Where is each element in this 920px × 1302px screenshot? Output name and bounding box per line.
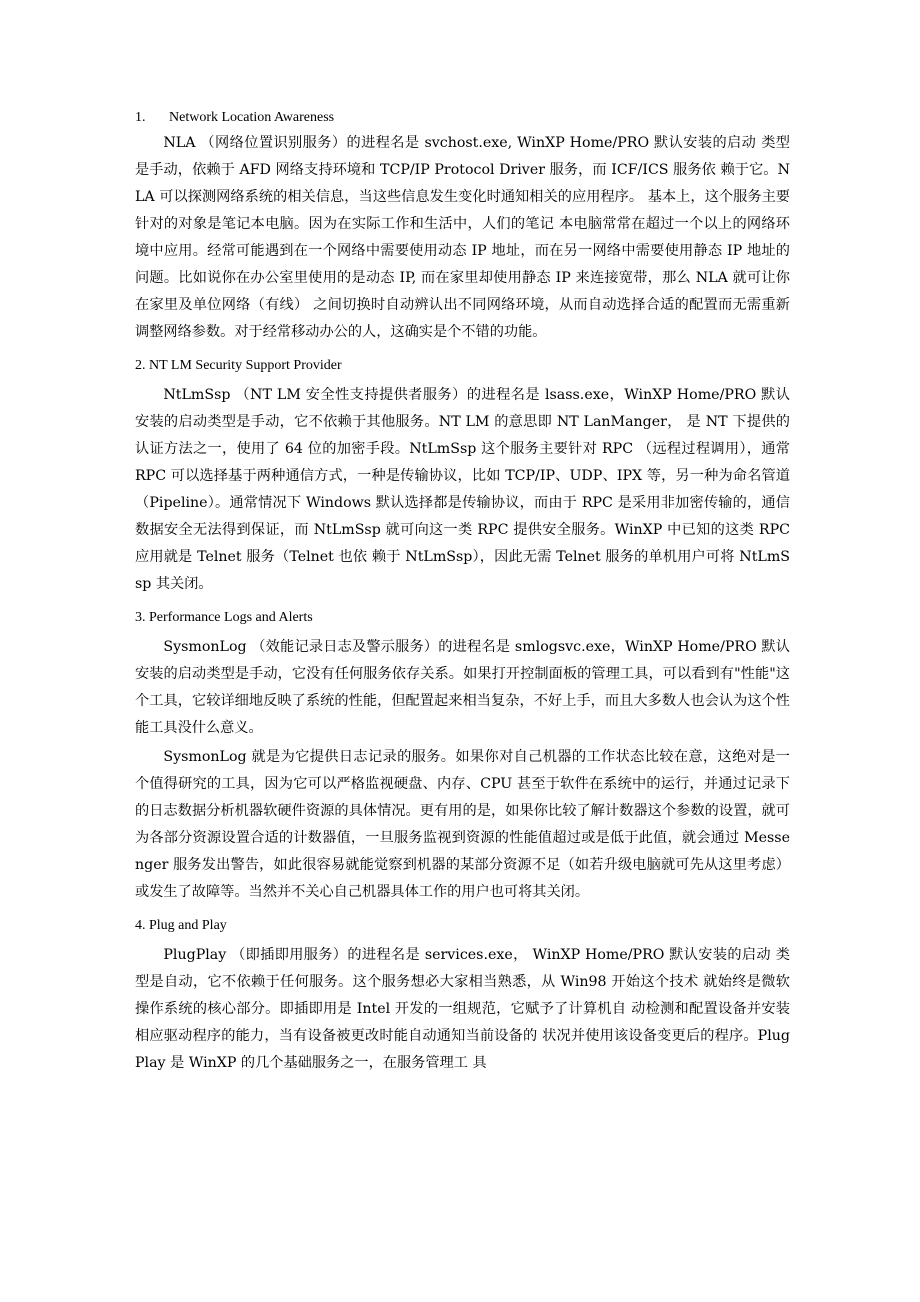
section-heading-2 xyxy=(135,356,790,376)
section-number: 2. xyxy=(135,358,146,373)
section-4-paragraph-1: PlugPlay （即插即用服务）的进程名是 services.exe， WinXP Home/PRO 默认安装的启动 类型是自动，它不依赖于任何服务。这个服务想必大家相当熟悉，从 Win98 开始这个技术 就始终是微软操作系统的核心部分。即插即用是 Intel 开发的一组规范，它赋予了计算机自 动检测和配置设备并安装相应驱动程序的能力，当有设备被更改时能自动通知当前设备的 状况并使用该设备变更后的程序。PlugPlay 是 WinXP 的几个基础服务之一，在服务管理工 具 xyxy=(135,947,790,1071)
section-heading-4 xyxy=(135,916,790,936)
section-title: NT LM Security Support Provider xyxy=(149,358,342,373)
section-number: 1. xyxy=(135,110,146,125)
section-3-paragraph-1: SysmonLog （效能记录日志及警示服务）的进程名是 smlogsvc.exe，WinXP Home/PRO 默认安装的启动类型是手动，它没有任何服务依存关系。如果打开控制面板的管理工具，可以看到有"性能"这个工具，它较详细地反映了系统的性能，但配置起来相当复杂，不好上手，而且大多数人也会认为这个性能工具没什么意义。 xyxy=(135,639,790,736)
section-1-paragraph-1: NLA （网络位置识别服务）的进程名是 svchost.exe, WinXP Home/PRO 默认安装的启动 类型是手动，依赖于 AFD 网络支持环境和 TCP/IP Protocol Driver 服务，而 ICF/ICS 服务依 赖于它。NLA 可以探测网络系统的相关信息，当这些信息发生变化时通知相关的应用程序。 基本上，这个服务主要针对的对象是笔记本电脑。因为在实际工作和生活中，人们的笔记 本电脑常常在超过一个以上的网络环境中应用。经常可能遇到在一个网络中需要使用动态 IP 地址，而在另一网络中需要使用静态 IP 地址的问题。比如说你在办公室里使用的是动态 IP, 而在家里却使用静态 IP 来连接宽带，那么 NLA 就可让你在家里及单位网络（有线） 之间切换时自动辨认出不同网络环境，从而自动选择合适的配置而无需重新调整网络参数。对于经常移动办公的人，这确实是个不错的功能。 xyxy=(135,135,790,340)
section-title: Performance Logs and Alerts xyxy=(149,610,313,625)
section-heading-3 xyxy=(135,608,790,628)
section-heading-1 xyxy=(135,108,790,128)
section-title: Network Location Awareness xyxy=(169,110,335,125)
section-title: Plug and Play xyxy=(149,918,227,933)
section-number: 3. xyxy=(135,610,146,625)
document-body xyxy=(135,108,790,1079)
section-number: 4. xyxy=(135,918,146,933)
section-3-paragraph-2: SysmonLog 就是为它提供日志记录的服务。如果你对自己机器的工作状态比较在意，这绝对是一个值得研究的工具，因为它可以严格监视硬盘、内存、CPU 甚至于软件在系统中的运行，并通过记录下的日志数据分析机器软硬件资源的具体情况。更有用的是，如果你比较了解计数器这个参数的设置，就可为各部分资源设置合适的计数器值，一旦服务监视到资源的性能值超过或是低于此值，就会通过 Messenger 服务发出警告，如此很容易就能觉察到机器的某部分资源不足（如若升级电脑就可先从这里考虑）或发生了故障等。当然并不关心自己机器具体工作的用户也可将其关闭。 xyxy=(135,749,790,900)
section-2-paragraph-1: NtLmSsp （NT LM 安全性支持提供者服务）的进程名是 lsass.exe，WinXP Home/PRO 默认安装的启动类型是手动，它不依赖于其他服务。NT LM 的意思即 NT LanManger， 是 NT 下提供的认证方法之一，使用了 64 位的加密手段。NtLmSsp 这个服务主要针对 RPC （远程过程调用），通常 RPC 可以选择基于两种通信方式，一种是传输协议，比如 TCP/IP、UDP、IPX 等，另一种为命名管道（Pipeline）。通常情况下 Windows 默认选择都是传输协议，而由于 RPC 是采用非加密传输的，通信数据安全无法得到保证，而 NtLmSsp 就可向这一类 RPC 提供安全服务。WinXP 中已知的这类 RPC 应用就是 Telnet 服务（Telnet 也依 赖于 NtLmSsp），因此无需 Telnet 服务的单机用户可将 NtLmSsp 其关闭。 xyxy=(135,387,790,592)
